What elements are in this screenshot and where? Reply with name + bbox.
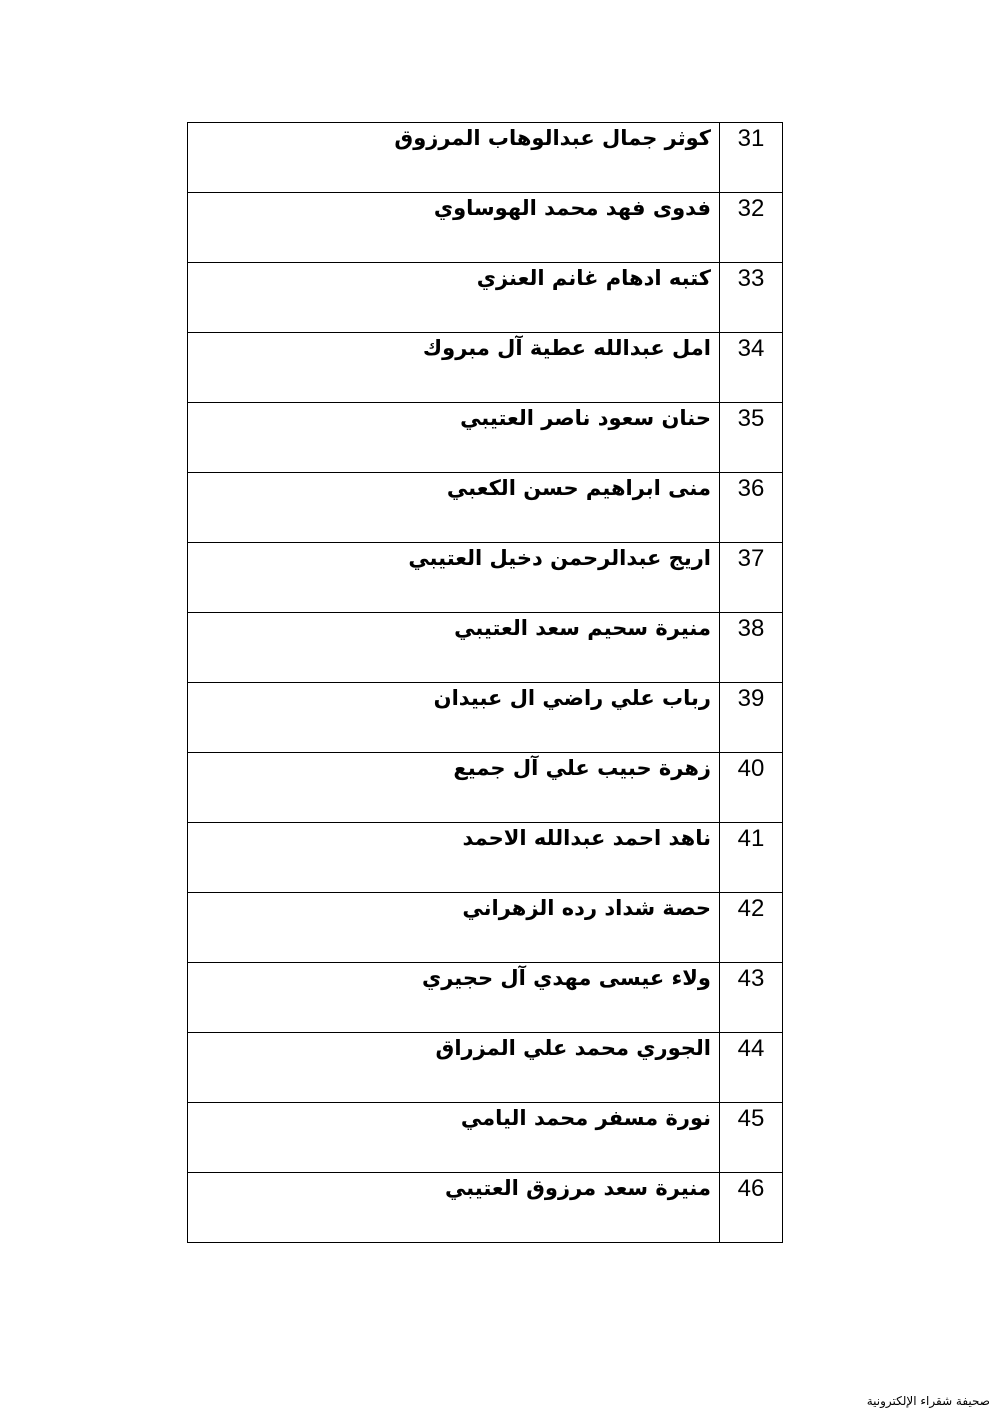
footer-brand: صحيفة شقراء الإلكترونية: [866, 1394, 990, 1408]
row-name-cell: [188, 263, 720, 333]
row-number: 45: [737, 1105, 765, 1132]
row-number-cell: [720, 893, 783, 963]
row-name-cell: [188, 823, 720, 893]
row-name: امل عبدالله عطية آل مبروك: [422, 336, 711, 360]
row-number-cell: [720, 963, 783, 1033]
row-name: كوثر جمال عبدالوهاب المرزوق: [394, 126, 711, 150]
row-name-cell: [188, 1173, 720, 1243]
row-number-cell: [720, 333, 783, 403]
row-name-cell: [188, 403, 720, 473]
row-name: الجوري محمد علي المزراق: [435, 1036, 711, 1060]
table-row: [188, 403, 783, 473]
row-name: رباب علي راضي ال عبيدان: [433, 686, 711, 710]
table-row: [188, 823, 783, 893]
row-number: 40: [737, 755, 765, 782]
row-number: 43: [737, 965, 765, 992]
table-row: [188, 473, 783, 543]
row-number-cell: [720, 823, 783, 893]
row-number-cell: [720, 1173, 783, 1243]
row-name-cell: [188, 963, 720, 1033]
row-number-cell: [720, 1033, 783, 1103]
row-number: 38: [737, 615, 765, 642]
row-name: ولاء عيسى مهدي آل حجيري: [421, 966, 711, 990]
row-name-cell: [188, 753, 720, 823]
table-row: [188, 543, 783, 613]
table-row: [188, 1033, 783, 1103]
row-number: 44: [737, 1035, 765, 1062]
table-row: [188, 1173, 783, 1243]
names-table: [187, 122, 783, 1243]
row-name: منيرة سعد مرزوق العتيبي: [444, 1176, 711, 1200]
table-row: [188, 613, 783, 683]
table-row: [188, 893, 783, 963]
table-row: [188, 333, 783, 403]
row-name: حنان سعود ناصر العتيبي: [460, 406, 711, 430]
row-number: 32: [737, 195, 765, 222]
row-number: 46: [737, 1175, 765, 1202]
row-name: كتبه ادهام غانم العنزي: [476, 266, 711, 290]
row-number: 41: [737, 825, 765, 852]
row-number: 34: [737, 335, 765, 362]
row-number-cell: [720, 683, 783, 753]
row-name: حصة شداد رده الزهراني: [462, 896, 711, 920]
table-row: [188, 963, 783, 1033]
row-number-cell: [720, 193, 783, 263]
row-name-cell: [188, 613, 720, 683]
row-name: منيرة سحيم سعد العتيبي: [454, 616, 711, 640]
table-row: [188, 1103, 783, 1173]
row-name: منى ابراهيم حسن الكعبي: [446, 476, 711, 500]
row-number: 35: [737, 405, 765, 432]
row-number-cell: [720, 263, 783, 333]
row-name-cell: [188, 893, 720, 963]
table-row: [188, 193, 783, 263]
row-name-cell: [188, 683, 720, 753]
row-number: 39: [737, 685, 765, 712]
row-number: 36: [737, 475, 765, 502]
table-row: [188, 683, 783, 753]
row-number-cell: [720, 403, 783, 473]
row-name: زهرة حبيب علي آل جميع: [453, 756, 711, 780]
row-name-cell: [188, 1033, 720, 1103]
table-body: [188, 123, 783, 1243]
row-number: 37: [737, 545, 765, 572]
row-number-cell: [720, 473, 783, 543]
row-name-cell: [188, 333, 720, 403]
row-number-cell: [720, 123, 783, 193]
row-name-cell: [188, 473, 720, 543]
row-name: اريج عبدالرحمن دخيل العتيبي: [408, 546, 711, 570]
row-number-cell: [720, 543, 783, 613]
row-name-cell: [188, 543, 720, 613]
row-name-cell: [188, 1103, 720, 1173]
row-number: 33: [737, 265, 765, 292]
row-name-cell: [188, 193, 720, 263]
row-number: 42: [737, 895, 765, 922]
table-row: [188, 123, 783, 193]
table-row: [188, 753, 783, 823]
row-number-cell: [720, 753, 783, 823]
row-number-cell: [720, 613, 783, 683]
row-number-cell: [720, 1103, 783, 1173]
row-number: 31: [737, 125, 765, 152]
row-name: نورة مسفر محمد اليامي: [460, 1106, 711, 1130]
row-name: فدوى فهد محمد الهوساوي: [433, 196, 711, 220]
row-name: ناهد احمد عبدالله الاحمد: [462, 826, 711, 850]
table-row: [188, 263, 783, 333]
row-name-cell: [188, 123, 720, 193]
